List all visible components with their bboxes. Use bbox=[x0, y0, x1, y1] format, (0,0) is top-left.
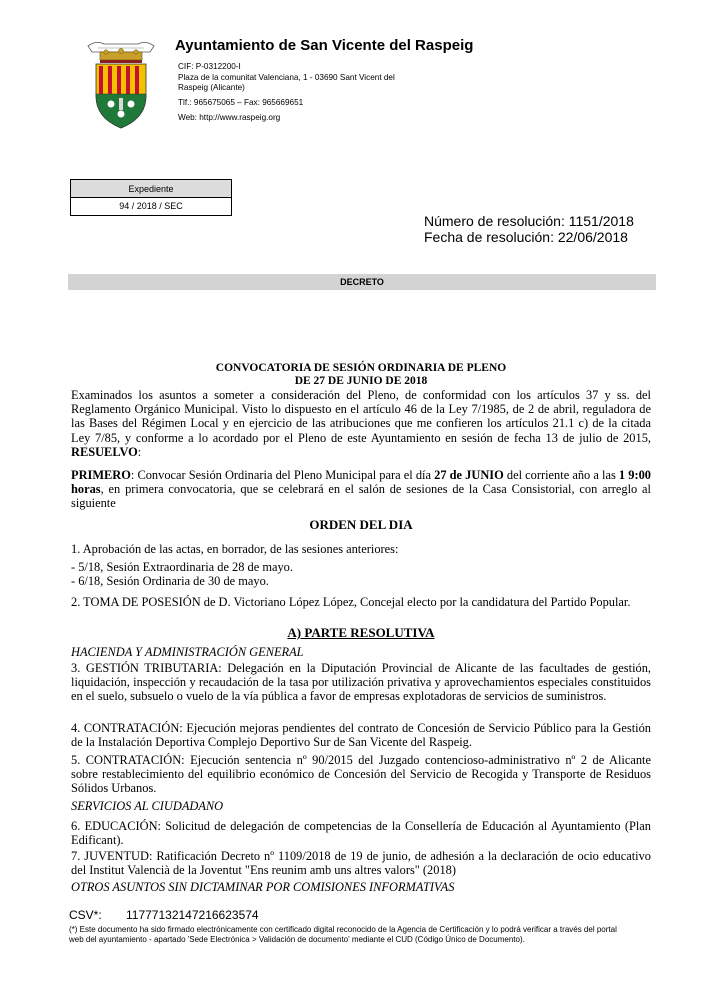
csv-label: CSV*: bbox=[69, 908, 102, 922]
address-line-2: Raspeig (Alicante) bbox=[178, 83, 245, 92]
primero-label: PRIMERO bbox=[71, 468, 131, 482]
orden-item-1: 1. Aprobación de las actas, en borrador, de las sesiones anteriores: bbox=[71, 542, 399, 556]
phone-fax: Tlf.: 965675065 – Fax: 965669651 bbox=[178, 98, 304, 107]
coat-of-arms-icon bbox=[86, 36, 156, 136]
parte-resolutiva-heading: A) PARTE RESOLUTIVA bbox=[287, 625, 435, 640]
expediente-box bbox=[70, 179, 232, 216]
orden-title: ORDEN DEL DIA bbox=[309, 517, 413, 532]
primero-time: 1 9:00 horas bbox=[71, 468, 651, 497]
primero-text-c: , en primera convocatoria, que se celebrará en el salón de sesiones de la Casa Consistorial, con arreglo al siguiente bbox=[71, 482, 651, 511]
intro-paragraph bbox=[71, 388, 651, 459]
orden-item-4: 4. CONTRATACIÓN: Ejecución mejoras pendientes del contrato de Concesión de Servicio Público para la Gestión de la Instalación Deportiva Complejo Deportivo Sur de San Vicente del Raspeig. bbox=[71, 721, 651, 750]
primero-text-a: : Convocar Sesión Ordinaria del Pleno Municipal para el día bbox=[130, 468, 431, 482]
intro-text: Examinados los asuntos a someter a consideración del Pleno, de conformidad con los artículos 37 y ss. del Reglamento Orgánico Municipal. Visto lo dispuesto en el artículo 46 de la Ley 7/1985, de 2 de abril, reguladora de las Bases del Régimen Local y en ejercicio de las atribuciones que me confieren los artículos 21.1 c) de la citada Ley 7/85, y conforme a lo acordado por el Pleno de este Ayuntamiento en sesión de fecha 13 de julio de 2015, bbox=[71, 388, 651, 445]
resuelvo-colon: : bbox=[137, 444, 142, 459]
section-otros-asuntos: OTROS ASUNTOS SIN DICTAMINAR POR COMISIONES INFORMATIVAS bbox=[71, 880, 455, 894]
orden-item-2: 2. TOMA DE POSESIÓN de D. Victoriano López López, Concejal electo por la candidatura del Partido Popular. bbox=[71, 595, 631, 609]
orden-item-1-sub-1: - 5/18, Sesión Extraordinaria de 28 de mayo. bbox=[71, 560, 293, 574]
expediente-label: Expediente bbox=[71, 180, 231, 198]
expediente-value: 94 / 2018 / SEC bbox=[119, 201, 183, 211]
primero-date: 27 de JUNIO bbox=[434, 468, 504, 482]
resuelvo-label: RESUELVO bbox=[71, 444, 138, 459]
primero-paragraph bbox=[71, 468, 651, 511]
section-servicios: SERVICIOS AL CIUDADANO bbox=[71, 799, 224, 813]
convocatoria-title-line-1: CONVOCATORIA DE SESIÓN ORDINARIA DE PLENO bbox=[215, 362, 507, 374]
orden-item-5: 5. CONTRATACIÓN: Ejecución sentencia nº 90/2015 del Juzgado contencioso-administrativo nº 2 de Alicante sobre restablecimiento del equilibrio económico de Concesión del Servicio de Recogida y Transporte de Residuos Sólidos Urbanos. bbox=[71, 753, 651, 796]
convocatoria-title-line-2: DE 27 DE JUNIO DE 2018 bbox=[294, 375, 428, 387]
orden-item-6: 6. EDUCACIÓN: Solicitud de delegación de competencias de la Consellería de Educación al Ayuntamiento (Plan Edificant). bbox=[71, 819, 651, 848]
resolution-date: Fecha de resolución: 22/06/2018 bbox=[424, 229, 628, 245]
resolution-number: Número de resolución: 1151/2018 bbox=[424, 213, 634, 229]
orden-item-3: 3. GESTIÓN TRIBUTARIA: Delegación en la Diputación Provincial de Alicante de las facultades de gestión, liquidación, inspección y recaudación de la tasa por utilización privativa y aprovechamientos especiales constituidos en el suelo, subsuelo o vuelo de la vía pública a favor de empresas explotadoras de servicios de suministros. bbox=[71, 661, 651, 704]
csv-value: 11777132147216623574 bbox=[126, 908, 259, 922]
section-hacienda: HACIENDA Y ADMINISTRACIÓN GENERAL bbox=[71, 645, 304, 659]
footer-note-line-1: (*) Este documento ha sido firmado electrónicamente con certificado digital reconocido de la Agencia de Certificación y lo podrá verificar a través del portal bbox=[69, 925, 617, 934]
decreto-bar: DECRETO bbox=[68, 274, 656, 290]
website: Web: http://www.raspeig.org bbox=[178, 113, 281, 122]
organization-title: Ayuntamiento de San Vicente del Raspeig bbox=[175, 37, 474, 54]
primero-text-b: del corriente año a las bbox=[506, 468, 616, 482]
orden-item-7: 7. JUVENTUD: Ratificación Decreto nº 1109/2018 de 19 de junio, de adhesión a la declaración de ocio educativo del Institut Valencià de la Joventut "Ens reunim amb uns altres valors" (2018) bbox=[71, 849, 651, 878]
orden-item-1-sub-2: - 6/18, Sesión Ordinaria de 30 de mayo. bbox=[71, 574, 269, 588]
cif: CIF: P-0312200-I bbox=[178, 62, 241, 71]
address-line-1: Plaza de la comunitat Valenciana, 1 - 03690 Sant Vicent del bbox=[178, 73, 395, 82]
footer-note-line-2: web del ayuntamiento - apartado 'Sede Electrónica > Validación de documento' mediante el CUD (Código Único de Documento). bbox=[69, 935, 525, 944]
